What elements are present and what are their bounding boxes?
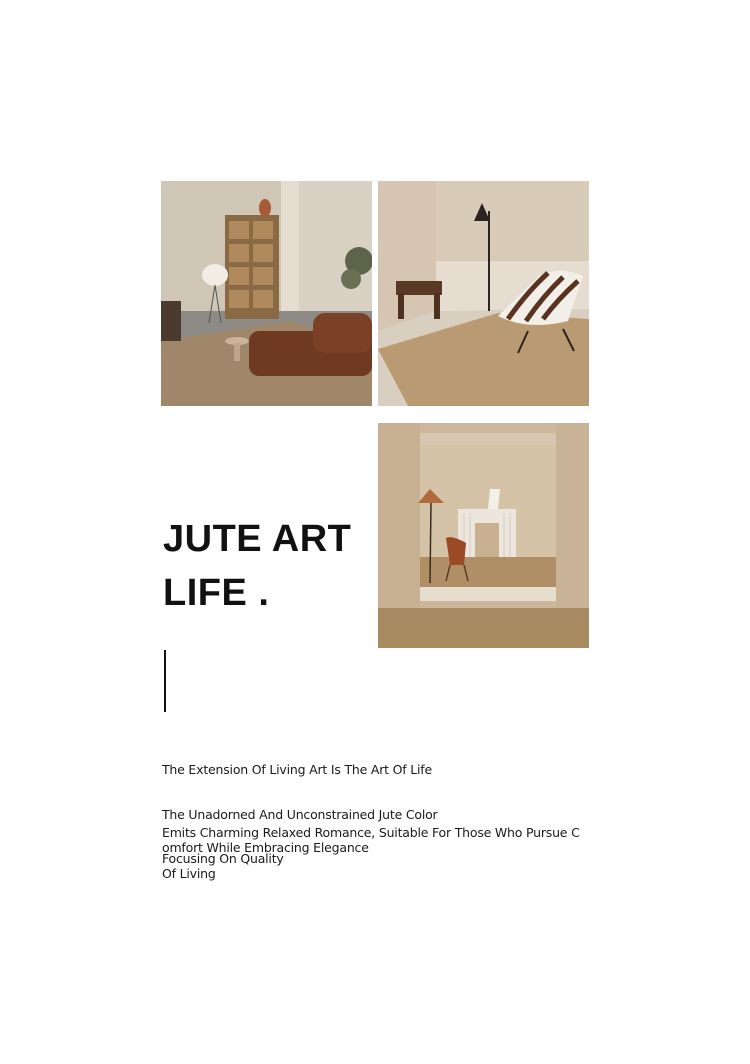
description-line-1: The Unadorned And Unconstrained Jute Color	[162, 807, 438, 822]
description-line-2: Emits Charming Relaxed Romance, Suitable For Those Who Pursue C	[162, 825, 580, 840]
lounge-chair-photo	[378, 181, 589, 406]
vertical-divider	[164, 650, 166, 712]
description-line-5: Of Living	[162, 866, 216, 881]
description-line-3: omfort While Embracing Elegance	[162, 840, 369, 855]
living-room-photo	[161, 181, 372, 406]
tagline: The Extension Of Living Art Is The Art Of Life	[162, 762, 432, 777]
page-title-line-2: LIFE .	[163, 572, 270, 614]
doorway-photo	[378, 423, 589, 648]
page-title-line-1: JUTE ART	[163, 518, 352, 560]
description-line-4: Focusing On Quality	[162, 851, 284, 866]
